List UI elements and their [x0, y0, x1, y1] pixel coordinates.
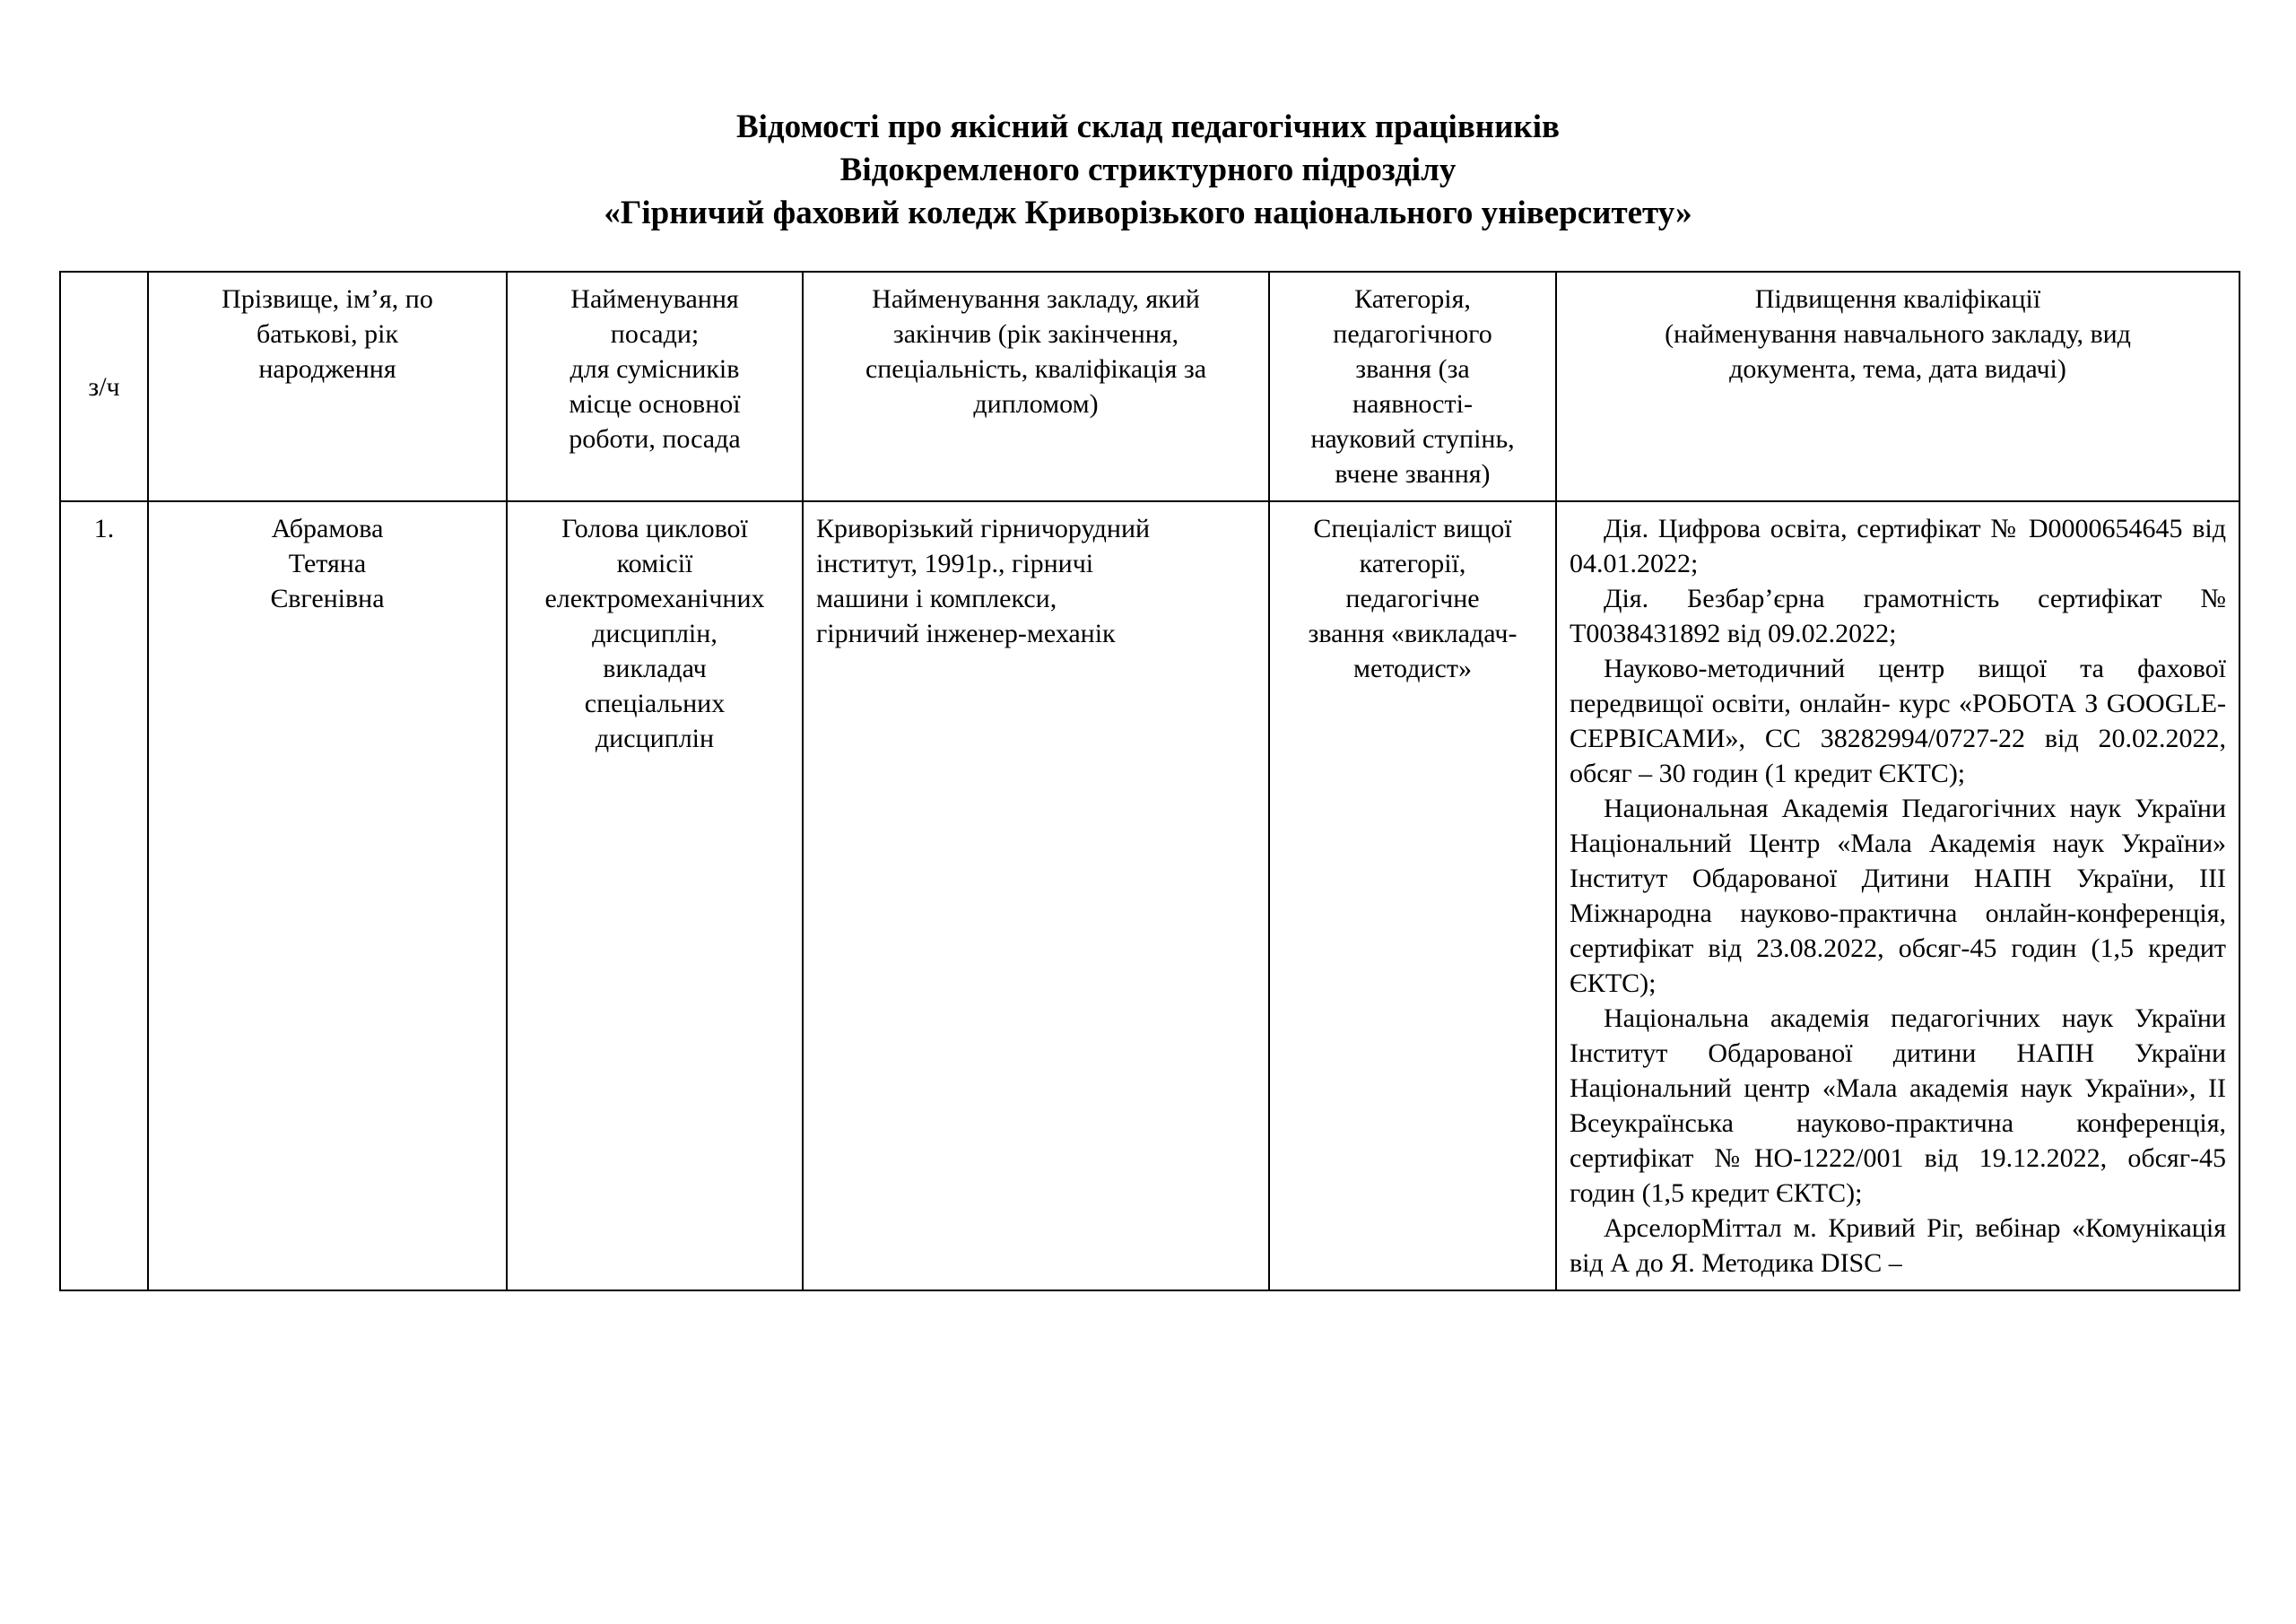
column-header-position-line-1: Найменування [570, 284, 739, 315]
cell-name-line-1: Абрамова [271, 514, 384, 544]
cell-education-line-2: інститут, 1991р., гірничі [816, 549, 1094, 579]
cell-position-line-2: комісії [616, 549, 693, 579]
column-header-position [507, 272, 803, 501]
column-header-category-line-1: Категорія, [1354, 284, 1471, 315]
cell-position-line-7: дисциплін [595, 724, 715, 754]
page-title-line-2: Відокремленого стриктурного підрозділу [839, 152, 1457, 189]
cell-education-line-4: гірничий інженер-механік [816, 619, 1116, 649]
column-header-name-line-2: батькові, рік [256, 319, 399, 350]
column-header-name [148, 272, 507, 501]
cell-training-para-1: Дія. Цифрова освіта, сертифікат № D0000654645 від 04.01.2022; [1570, 514, 2226, 579]
cell-category-line-5: методист» [1353, 654, 1472, 684]
column-header-number [60, 272, 148, 501]
cell-category [1269, 501, 1556, 1290]
table-header-row [60, 272, 2239, 501]
column-header-training-line-1: Підвищення кваліфікації [1754, 284, 2041, 315]
cell-position-line-1: Голова циклової [561, 514, 748, 544]
column-header-position-line-5: роботи, посада [569, 424, 741, 455]
column-header-category-line-2: педагогічного [1333, 319, 1492, 350]
cell-category-line-3: педагогічне [1345, 584, 1480, 614]
cell-position-line-6: спеціальних [584, 689, 726, 719]
table-header [60, 272, 2239, 501]
cell-education-line-1: Криворізький гірничорудний [816, 514, 1151, 544]
column-header-education-line-1: Найменування закладу, який [872, 284, 1200, 315]
cell-training-para-4: Национальная Академія Педагогічних наук України Національний Центр «Мала Академія наук України» Інститут Обдарованої Дитини НАПН України, ІІІ Міжнародна науково-практична онлайн-конференція, сертифікат від 23.08.2022, обсяг-45 годин (1,5 кредит ЄКТС); [1570, 794, 2226, 999]
cell-training [1556, 501, 2239, 1290]
column-header-education-line-4: дипломом) [973, 389, 1099, 420]
table-row [60, 501, 2239, 1290]
column-header-category-line-5: науковий ступінь, [1310, 424, 1515, 455]
column-header-education-line-2: закінчив (рік закінчення, [892, 319, 1179, 350]
cell-training-para-2: Дія. Безбар’єрна грамотність сертифікат № Т0038431892 від 09.02.2022; [1570, 584, 2226, 649]
page-title-line-3: «Гірничий фаховий коледж Криворізького національного університету» [604, 195, 1692, 232]
column-header-number-line-1: з/ч [88, 371, 120, 402]
cell-category-line-1: Спеціаліст вищої [1313, 514, 1512, 544]
page-title-line-1: Відомості про якісний склад педагогічних працівників [735, 109, 1561, 145]
column-header-name-line-3: народження [258, 354, 396, 385]
cell-name-line-2: Тетяна [288, 549, 367, 579]
cell-training-para-3: Науково-методичний центр вищої та фахової передвищої освіти, онлайн- курс «РОБОТА З GOOGLE-СЕРВІСАМИ», СС 38282994/0727-22 від 20.02.2022, обсяг – 30 годин (1 кредит ЄКТС); [1570, 654, 2226, 789]
column-header-position-line-2: посади; [610, 319, 700, 350]
cell-category-line-2: категорії, [1359, 549, 1466, 579]
column-header-position-line-3: для сумісників [570, 354, 740, 385]
cell-education [803, 501, 1269, 1290]
cell-row-number: 1. [60, 501, 148, 1290]
column-header-category-line-4: наявності- [1352, 389, 1473, 420]
table-body [60, 501, 2239, 1290]
cell-position-line-5: викладач [603, 654, 707, 684]
column-header-category-line-6: вчене звання) [1335, 459, 1491, 490]
cell-name [148, 501, 507, 1290]
column-header-name-line-1: Прізвище, ім’я, по [222, 284, 433, 315]
staff-table [59, 271, 2240, 1291]
column-header-training-line-3: документа, тема, дата видачі) [1729, 354, 2066, 385]
cell-position [507, 501, 803, 1290]
page-title [59, 106, 2237, 235]
cell-name-line-3: Євгенівна [270, 584, 385, 614]
column-header-training [1556, 272, 2239, 501]
cell-category-line-4: звання «викладач- [1308, 619, 1518, 649]
cell-position-line-4: дисциплін, [592, 619, 718, 649]
column-header-category [1269, 272, 1556, 501]
cell-education-line-3: машини і комплекси, [816, 584, 1057, 614]
column-header-education-line-3: спеціальність, кваліфікація за [865, 354, 1207, 385]
column-header-category-line-3: звання (за [1355, 354, 1470, 385]
column-header-education [803, 272, 1269, 501]
column-header-training-line-2: (найменування навчального закладу, вид [1665, 319, 2131, 350]
cell-training-para-6: АрселорМіттал м. Кривий Ріг, вебінар «Комунікація від А до Я. Методика DISC – [1570, 1213, 2226, 1279]
cell-position-line-3: електромеханічних [544, 584, 765, 614]
cell-training-para-5: Національна академія педагогічних наук України Інститут Обдарованої дитини НАПН України Національний центр «Мала академія наук України», ІІ Всеукраїнська науково-практична конференція, сертифікат №НО-1222/001 від 19.12.2022, обсяг-45 годин (1,5 кредит ЄКТС); [1570, 1003, 2226, 1209]
column-header-position-line-4: місце основної [569, 389, 741, 420]
